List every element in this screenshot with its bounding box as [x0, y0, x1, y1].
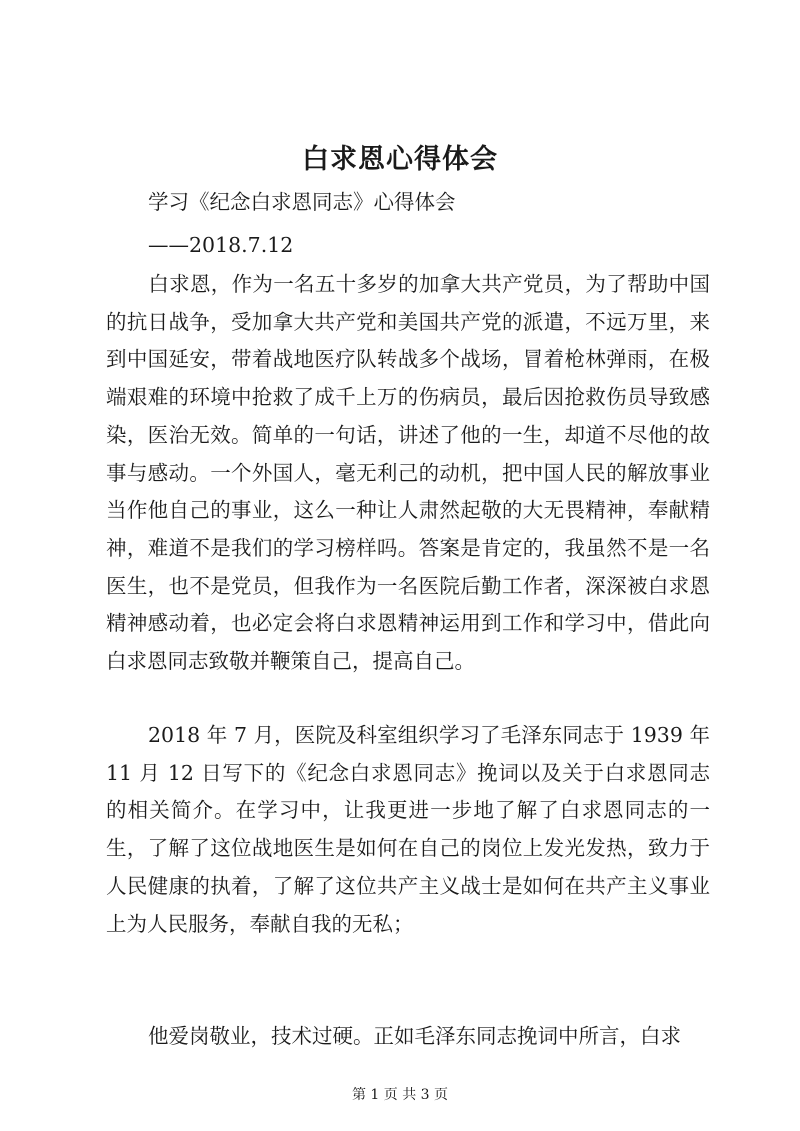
- paragraph-2-text: 2018 年 7 月，医院及科室组织学习了毛泽东同志于 1939 年 11 月 12 日写下的《纪念白求恩同志》挽词以及关于白求恩同志的相关简介。在学习中，让我更进一步地了解了白求恩同志的一生，了解了这位战地医生是如何在自己的岗位上发光发热，致力于人民健康的执着，了解了这位共产主义战士是如何在共产主义事业上为人民服务，奉献自我的无私；: [106, 723, 710, 936]
- paragraph-3: [106, 1018, 710, 1056]
- document-title: 白求恩心得体会: [302, 144, 498, 175]
- page-footer: 第 1 页 共 3 页: [351, 1087, 449, 1103]
- paragraph-1-text: 白求恩，作为一名五十多岁的加拿大共产党员，为了帮助中国的抗日战争，受加拿大共产党和美国共产党的派遣，不远万里，来到中国延安，带着战地医疗队转战多个战场，冒着枪林弹雨，在极端艰难的环境中抢救了成千上万的伤病员，最后因抢救伤员导致感染，医治无效。简单的一句话，讲述了他的一生，却道不尽他的故事与感动。一个外国人，毫无利己的动机，把中国人民的解放事业当作他自己的事业，这么一种让人肃然起敬的大无畏精神，奉献精神，难道不是我们的学习榜样吗。答案是肯定的，我虽然不是一名医生，也不是党员，但我作为一名医院后勤工作者，深深被白求恩精神感动着，也必定会将白求恩精神运用到工作和学习中，借此向白求恩同志致敬并鞭策自己，提高自己。: [106, 272, 710, 674]
- paragraph-3-text: 他爱岗敬业，技术过硬。正如毛泽东同志挽词中所言，白求: [148, 1024, 681, 1048]
- paragraph-2: [106, 717, 710, 943]
- paragraph-1: [106, 266, 710, 681]
- document-date: ——2018.7.12: [148, 233, 294, 257]
- document-subtitle: 学习《纪念白求恩同志》心得体会: [148, 190, 456, 214]
